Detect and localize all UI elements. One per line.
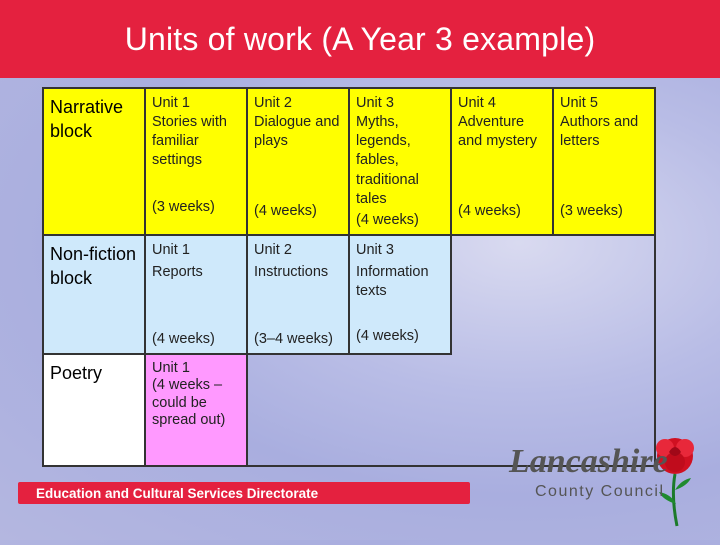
narrative-unit-5: Unit 5 Authors and letters (3 weeks): [552, 87, 656, 236]
directorate-label: Education and Cultural Services Directorate: [36, 485, 319, 501]
rose-icon: [505, 424, 720, 540]
nonfiction-unit-3: Unit 3 Information texts (4 weeks): [348, 234, 452, 355]
logo-subtitle: County Council: [535, 483, 665, 500]
narrative-heading: Narrative block: [42, 87, 146, 236]
narrative-unit-2: Unit 2 Dialogue and plays (4 weeks): [246, 87, 350, 236]
slide-title: Units of work (A Year 3 example): [124, 20, 596, 57]
footer-bar: [18, 482, 470, 504]
poetry-heading: Poetry: [42, 353, 146, 467]
nonfiction-unit-1: Unit 1 Reports (4 weeks): [144, 234, 248, 355]
nonfiction-heading: Non-fiction block: [42, 234, 146, 355]
narrative-unit-4: Unit 4 Adventure and mystery (4 weeks): [450, 87, 554, 236]
narrative-unit-1: Unit 1 Stories with familiar settings (3 weeks): [144, 87, 248, 236]
narrative-unit-3: Unit 3 Myths, legends, fables, traditional tales (4 weeks): [348, 87, 452, 236]
nonfiction-unit-2: Unit 2 Instructions (3–4 weeks): [246, 234, 350, 355]
lancashire-logo: [505, 424, 720, 540]
logo-wordmark: Lancashire: [509, 443, 668, 480]
poetry-unit-1: Unit 1 (4 weeks – could be spread out): [144, 353, 248, 467]
